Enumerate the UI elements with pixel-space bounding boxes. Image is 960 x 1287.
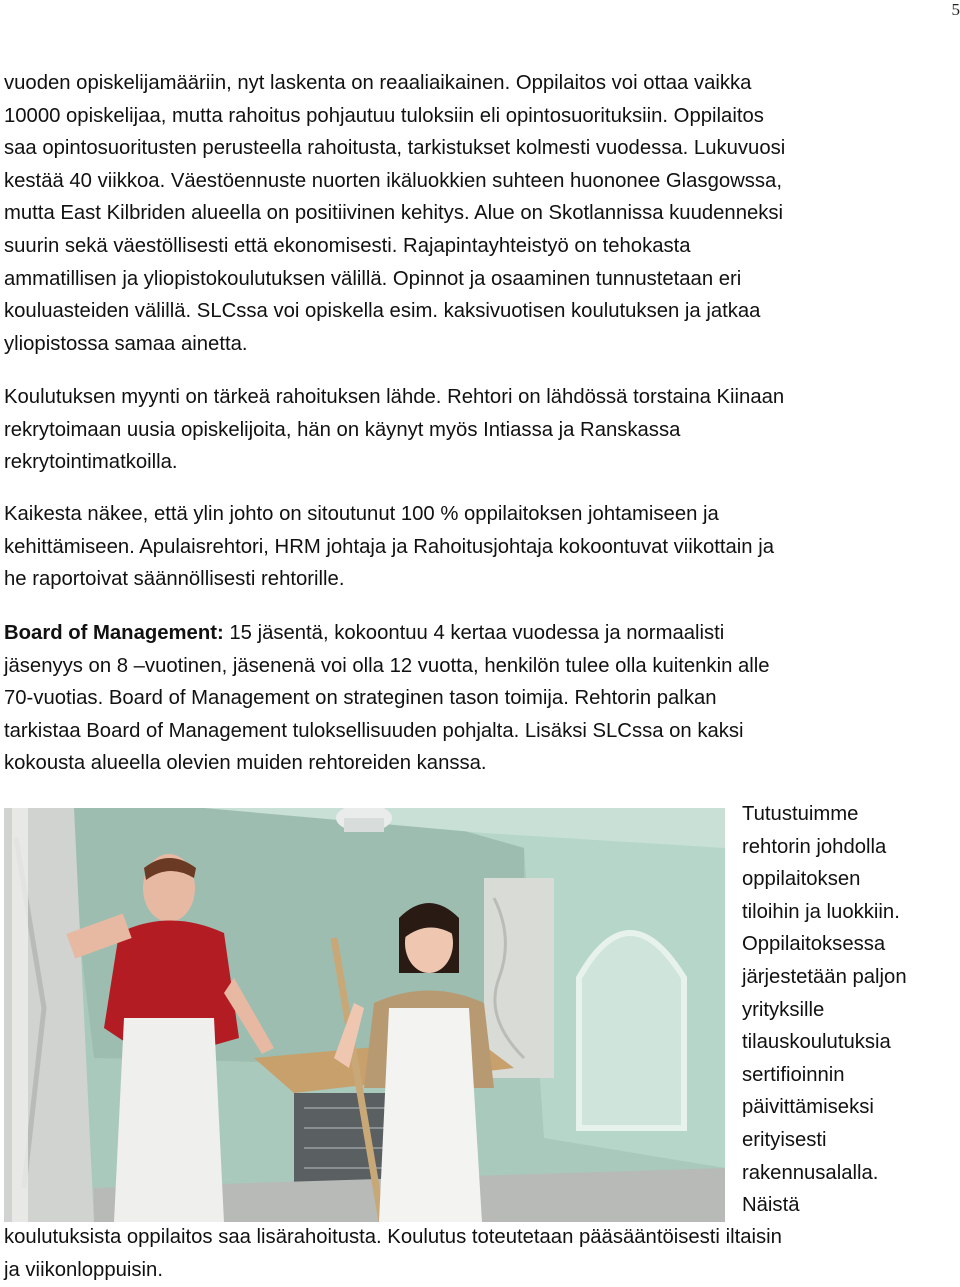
text-line: ammatillisen ja yliopistokoulutuksen välillä. Opinnot ja osaaminen tunnustetaan eri [4,267,742,290]
text-line: oppilaitoksen [742,868,861,891]
text-line: Kaikesta näkee, että ylin johto on sitoutunut 100 % oppilaitoksen johtamiseen ja [4,503,719,525]
text-line: sertifioinnin [742,1063,845,1086]
text-line: järjestetään paljon [742,965,907,988]
text-line: Oppilaitoksessa [742,933,886,956]
text-line: rakennusalalla. [742,1161,879,1184]
text-line: suurin sekä väestöllisesti että ekonomisesti. Rajapintayhteistyö on tehokasta [4,234,691,257]
paragraph-board [4,617,954,780]
classroom-photo [4,808,725,1222]
text-line: yliopistossa samaa ainetta. [4,332,248,355]
text-line: saa opintosuoritusten perusteella rahoitusta, tarkistukset kolmesti vuodessa. Lukuvuosi [4,137,786,160]
text-line: rekrytoimaan uusia opiskelijoita, hän on käynyt myös Intiassa ja Ranskassa [4,418,681,441]
text-line [4,617,954,650]
text-line: koulutuksista oppilaitos saa lisärahoitusta. Koulutus toteutetaan pääsääntöisesti iltaisin [4,1226,782,1248]
text-line: Tutustuimme [742,803,859,825]
text-line: erityisesti [742,1128,827,1151]
text-line: vuoden opiskelijamääriin, nyt laskenta on reaaliaikainen. Oppilaitos voi ottaa vaikka [4,72,752,94]
text-line: kokousta alueella olevien muiden rehtoreiden kanssa. [4,752,487,775]
paragraph-funding [4,67,954,360]
text-line: jäsenyys on 8 –vuotinen, jäsenenä voi olla 12 vuotta, henkilön tulee olla kuitenkin alle [4,654,770,677]
text-line: Koulutuksen myynti on tärkeä rahoituksen lähde. Rehtori on lähdössä torstaina Kiinaan [4,386,785,408]
text-line: tarkistaa Board of Management tuloksellisuuden pohjalta. Lisäksi SLCssa on kaksi [4,719,744,742]
paragraph-leadership [4,498,954,596]
text-line: rehtorin johdolla [742,835,887,858]
text-line: rekrytointimatkoilla. [4,451,178,474]
board-first-line: 15 jäsentä, kokoontuu 4 kertaa vuodessa ja normaalisti [223,622,725,644]
text-line: kestää 40 viikkoa. Väestöennuste nuorten ikäluokkien suhteen huononee Glasgowssa, [4,169,782,192]
text-line: 10000 opiskelijaa, mutta rahoitus pohjautuu tuloksiin eli opintosuorituksiin. Oppilaitos [4,104,764,127]
text-line: kouluasteiden välillä. SLCssa voi opiskella esim. kaksivuotisen koulutuksen ja jatkaa [4,300,761,323]
paragraph-sales [4,381,954,479]
text-line: yrityksille [742,998,825,1021]
text-line: 70-vuotias. Board of Management on strateginen tason toimija. Rehtorin palkan [4,687,717,710]
text-line: he raportoivat säännöllisesti rehtorille. [4,568,345,591]
text-line: tilauskoulutuksia [742,1031,891,1054]
text-line: Näistä [742,1194,800,1217]
page-number: 5 [951,0,960,19]
paragraph-training [4,1221,954,1286]
text-line: ja viikonloppuisin. [4,1258,163,1281]
text-line: mutta East Kilbriden alueella on positiivinen kehitys. Alue on Skotlannissa kuudenneksi [4,202,784,225]
text-line: päivittämiseksi [742,1096,874,1119]
text-line: kehittämiseen. Apulaisrehtori, HRM johtaja ja Rahoitusjohtaja kokoontuvat viikottain ja [4,535,774,558]
photo-caption-text [742,798,957,1222]
text-line: tiloihin ja luokkiin. [742,900,900,923]
board-heading: Board of Management: [4,622,224,644]
